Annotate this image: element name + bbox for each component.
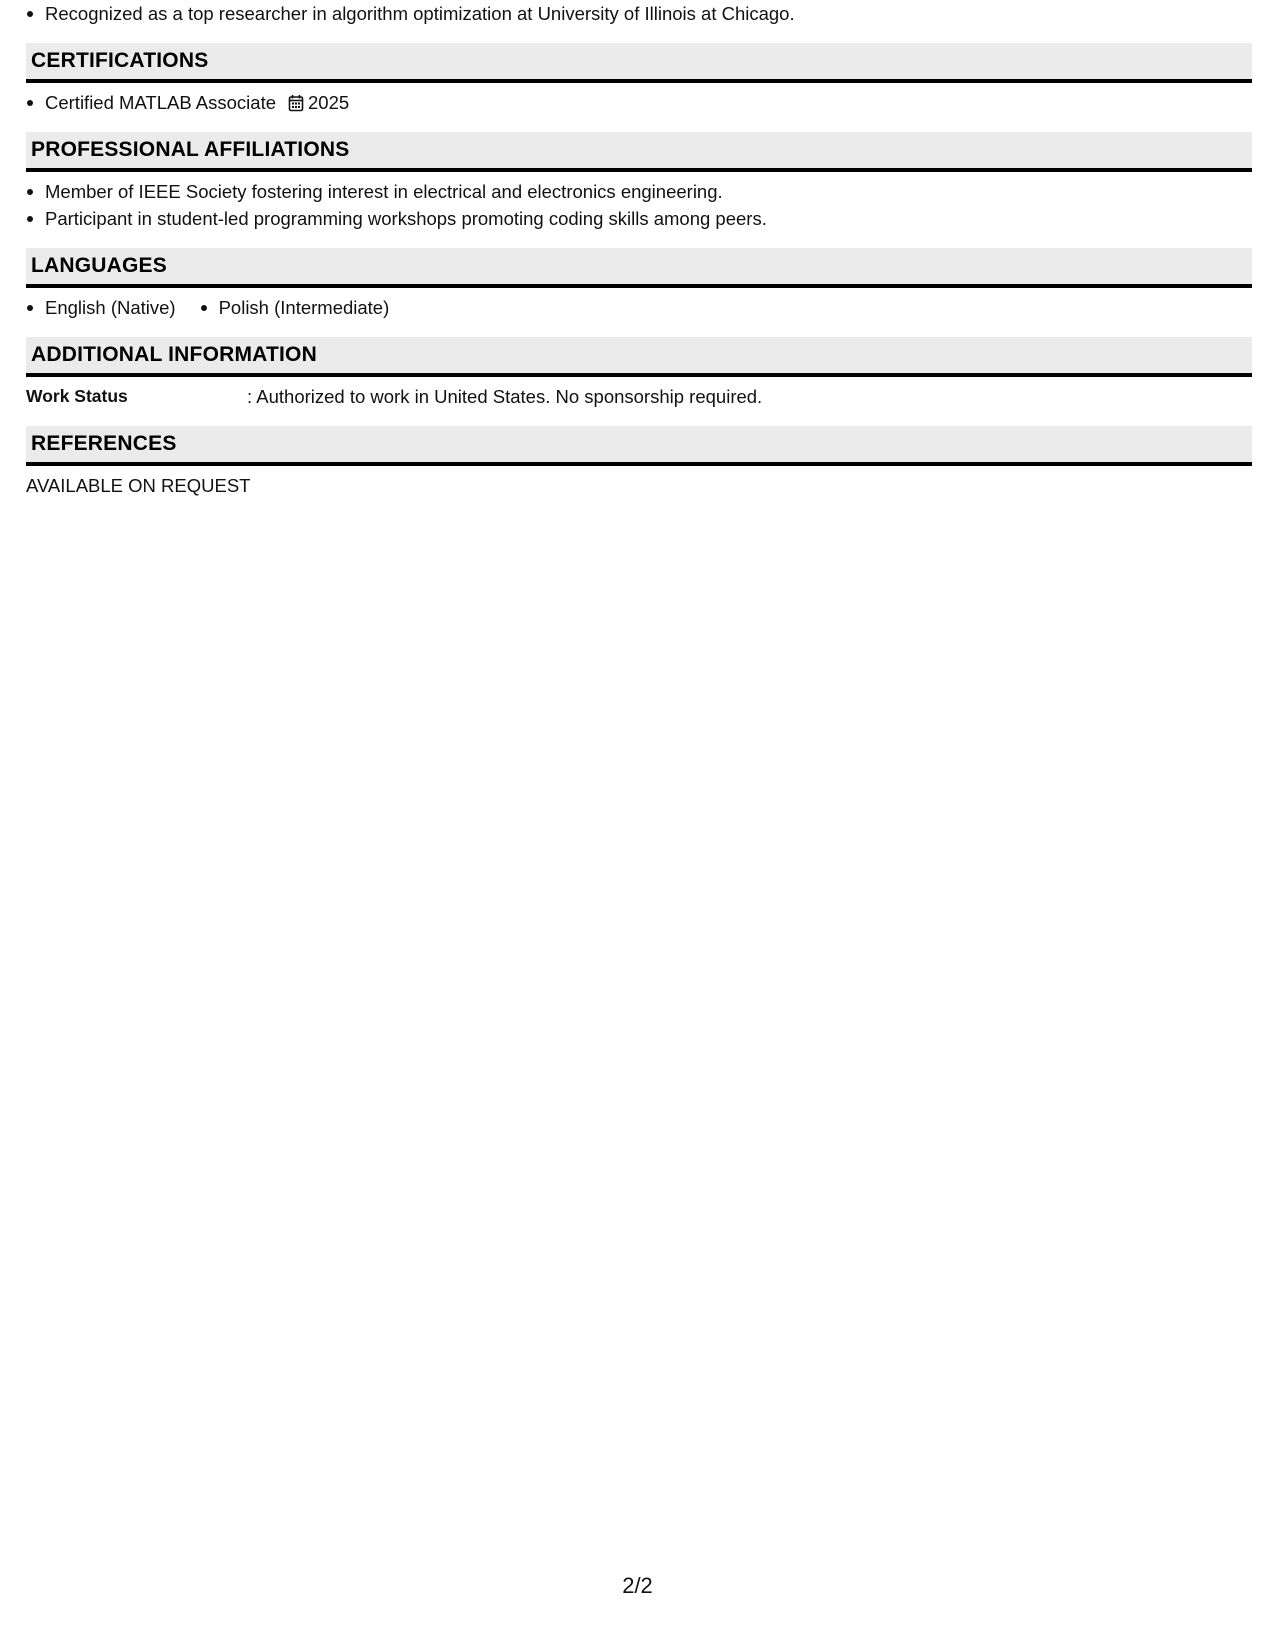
section-header [26,337,1252,377]
list-item [26,89,1252,116]
info-row [26,383,1252,410]
affiliations-list [26,178,1252,232]
languages-list [26,294,1252,321]
resume-page [26,0,1252,499]
section-header [26,426,1252,466]
certification-year: 2025 [308,92,350,113]
achievements-list [26,0,1252,27]
certification-name: Certified MATLAB Associate [45,92,276,113]
list-item: Polish (Intermediate) [200,294,390,321]
section-title: LANGUAGES [31,254,167,277]
certifications-section [26,43,1252,116]
references-section [26,426,1252,499]
section-title: CERTIFICATIONS [31,49,209,72]
list-item: Member of IEEE Society fostering interest in electrical and electronics engineering. [26,178,1252,205]
page-number: 2/2 [622,1573,653,1598]
section-header [26,248,1252,288]
info-value: : Authorized to work in United States. No sponsorship required. [247,386,763,407]
certification-date [288,89,349,116]
list-item: English (Native) [26,294,176,321]
additional-info-section [26,337,1252,410]
certifications-list [26,89,1252,116]
section-header [26,132,1252,172]
section-title: PROFESSIONAL AFFILIATIONS [31,138,350,161]
list-item: Recognized as a top researcher in algorithm optimization at University of Illinois at Chicago. [26,0,1252,27]
languages-section [26,248,1252,321]
info-label: Work Status [26,386,128,406]
calendar-icon [288,94,304,112]
references-text: AVAILABLE ON REQUEST [26,475,251,496]
section-header [26,43,1252,83]
affiliations-section [26,132,1252,232]
section-title: REFERENCES [31,432,177,455]
section-title: ADDITIONAL INFORMATION [31,343,317,366]
list-item: Participant in student-led programming workshops promoting coding skills among peers. [26,205,1252,232]
